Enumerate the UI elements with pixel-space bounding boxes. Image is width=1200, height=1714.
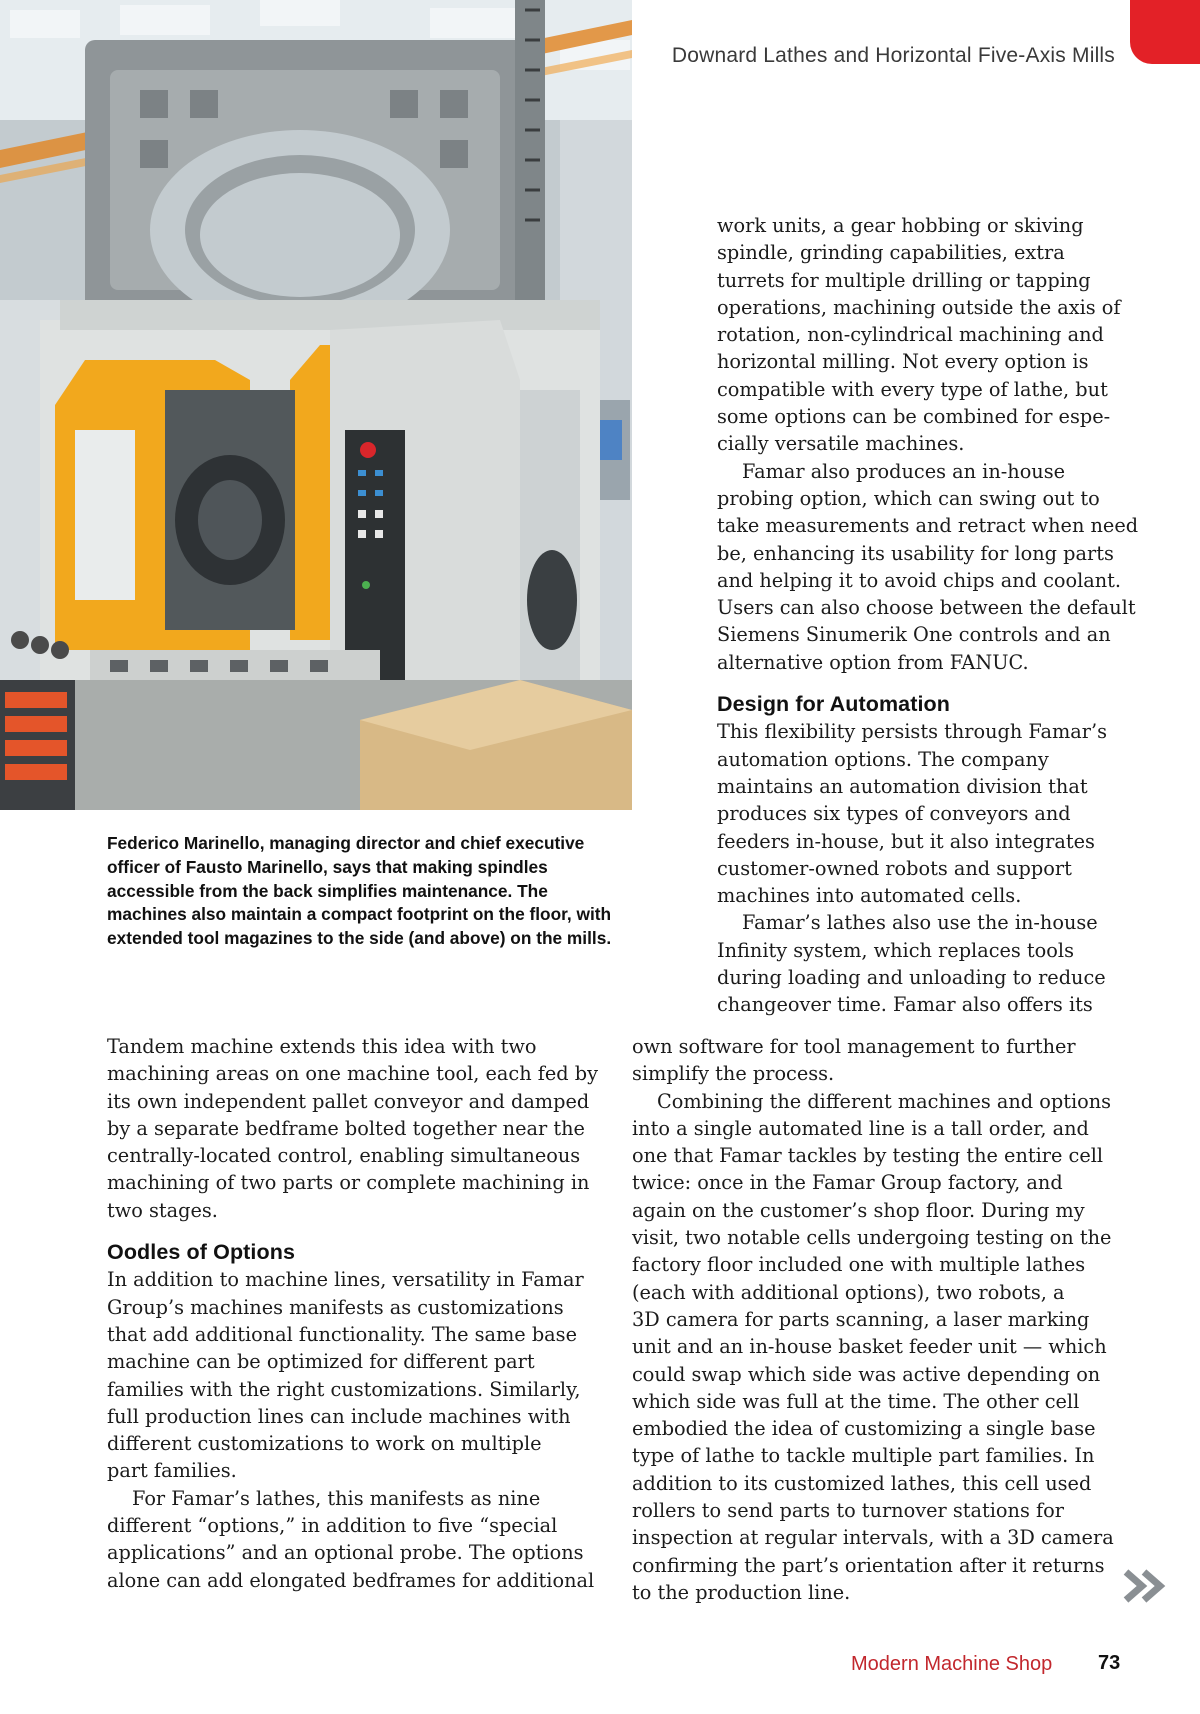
text-line: twice: once in the Famar Group factory, and xyxy=(632,1171,1063,1195)
text-line: own software for tool management to further xyxy=(632,1035,1076,1058)
text-line: applications” and an optional probe. The options xyxy=(107,1541,584,1565)
section-heading-automation: Design for Automation xyxy=(717,692,951,717)
text-line: could swap which side was active depending on xyxy=(632,1362,1101,1386)
text-line: machines into automated cells. xyxy=(717,884,1022,908)
text-line: operations, machining outside the axis of xyxy=(717,295,1121,319)
machine-tool-photo xyxy=(0,0,632,810)
text-line: Group’s machines manifests as customizations xyxy=(107,1295,564,1319)
text-line: alternative option from FANUC. xyxy=(717,650,1029,674)
page-number: 73 xyxy=(1098,1652,1121,1674)
text-line: produces six types of conveyors and xyxy=(717,802,1071,826)
right-column-bottom xyxy=(632,1033,1114,1606)
text-line: simplify the process. xyxy=(632,1062,835,1086)
running-title: Downard Lathes and Horizontal Five-Axis Mills xyxy=(671,44,1115,67)
photo-caption xyxy=(107,832,627,951)
section-heading-options: Oodles of Options xyxy=(107,1240,296,1265)
text-line: again on the customer’s shop floor. During my xyxy=(632,1198,1085,1222)
text-line: Infinity system, which replaces tools xyxy=(717,938,1074,962)
text-line: take measurements and retract when need xyxy=(717,514,1139,538)
text-line: Users can also choose between the default xyxy=(717,596,1136,620)
text-line: For Famar’s lathes, this manifests as nine xyxy=(132,1486,541,1510)
text-line: to the production line. xyxy=(632,1580,851,1604)
text-line: probing option, which can swing out to xyxy=(717,486,1100,510)
text-line: its own independent pallet conveyor and damped xyxy=(107,1089,590,1113)
text-line: Tandem machine extends this idea with two xyxy=(107,1035,537,1058)
text-line: (each with additional options), two robots, a xyxy=(632,1280,1065,1304)
text-line: maintains an automation division that xyxy=(717,774,1088,798)
text-line: families with the right customizations. Similarly, xyxy=(107,1377,581,1401)
text-line: compatible with every type of lathe, but xyxy=(717,377,1108,401)
text-line: 3D camera for parts scanning, a laser marking xyxy=(632,1307,1090,1331)
double-chevron-right-icon[interactable] xyxy=(1122,1568,1168,1604)
text-line: customer-owned robots and support xyxy=(717,856,1072,880)
text-line: one that Famar tackles by testing the entire cell xyxy=(632,1144,1104,1168)
caption-line: Federico Marinello, managing director and chief executive xyxy=(107,833,585,853)
text-line: Combining the different machines and options xyxy=(657,1089,1112,1113)
text-line: into a single automated line is a tall order, and xyxy=(632,1116,1089,1140)
text-line: type of lathe to tackle multiple part families. In xyxy=(632,1444,1095,1468)
text-line: inspection at regular intervals, with a 3D camera xyxy=(632,1526,1114,1550)
text-line: during loading and unloading to reduce xyxy=(717,966,1106,990)
text-line: by a separate bedframe bolted together near the xyxy=(107,1116,585,1140)
text-line: different customizations to work on multiple xyxy=(107,1432,542,1456)
text-line: factory floor included one with multiple lathes xyxy=(632,1253,1086,1277)
text-line: machine can be optimized for different part xyxy=(107,1350,535,1374)
text-line: rotation, non-cylindrical machining and xyxy=(717,323,1104,347)
text-line: horizontal milling. Not every option is xyxy=(717,350,1089,374)
text-line: This flexibility persists through Famar’s xyxy=(717,720,1107,744)
text-line: embodied the idea of customizing a single base xyxy=(632,1417,1096,1441)
text-line: Famar also produces an in-house xyxy=(742,459,1066,483)
text-line: automation options. The company xyxy=(717,747,1049,771)
text-line: which side was full at the time. The other cell xyxy=(632,1389,1080,1413)
text-line: centrally-located control, enabling simultaneous xyxy=(107,1144,581,1168)
text-line: machining of two parts or complete machining in xyxy=(107,1171,590,1195)
text-line: turrets for multiple drilling or tapping xyxy=(717,268,1091,292)
left-column-bottom xyxy=(107,1033,598,1594)
text-line: different “options,” in addition to five “special xyxy=(107,1514,558,1538)
text-line: feeders in-house, but it also integrates xyxy=(717,829,1095,853)
text-line: full production lines can include machines with xyxy=(107,1404,571,1428)
text-line: addition to its customized lathes, this cell used xyxy=(632,1471,1092,1495)
text-line: visit, two notable cells undergoing testing on the xyxy=(632,1226,1112,1250)
caption-line: extended tool magazines to the side (and above) on the mills. xyxy=(107,928,612,949)
caption-line: accessible from the back simplifies maintenance. The xyxy=(107,880,548,901)
right-column-top xyxy=(717,212,1138,1019)
text-line: In addition to machine lines, versatility in Famar xyxy=(107,1268,584,1292)
text-line: spindle, grinding capabilities, extra xyxy=(717,241,1065,265)
text-line: cially versatile machines. xyxy=(717,432,965,456)
text-line: two stages. xyxy=(107,1198,218,1222)
text-line: part families. xyxy=(107,1459,237,1483)
section-tab xyxy=(1130,0,1200,64)
text-line: rollers to send parts to turnover stations for xyxy=(632,1499,1064,1523)
text-line: unit and an in-house basket feeder unit — which xyxy=(632,1335,1107,1359)
text-line: work units, a gear hobbing or skiving xyxy=(717,214,1084,237)
text-line: changeover time. Famar also offers its xyxy=(717,993,1093,1017)
publication-name: Modern Machine Shop xyxy=(851,1653,1053,1675)
caption-line: machines also maintain a compact footprint on the floor, with xyxy=(107,904,612,925)
text-line: that add additional functionality. The same base xyxy=(107,1322,577,1346)
text-line: and helping it to avoid chips and coolant. xyxy=(717,568,1122,592)
text-line: confirming the part’s orientation after it returns xyxy=(632,1553,1105,1577)
text-line: Siemens Sinumerik One controls and an xyxy=(717,623,1111,647)
text-line: alone can add elongated bedframes for additional xyxy=(107,1568,595,1592)
text-line: Famar’s lathes also use the in-house xyxy=(742,911,1098,935)
caption-line: officer of Fausto Marinello, says that making spindles xyxy=(107,856,548,877)
text-line: some options can be combined for espe- xyxy=(717,405,1111,429)
text-line: machining areas on one machine tool, each fed by xyxy=(107,1062,599,1086)
text-line: be, enhancing its usability for long parts xyxy=(717,541,1114,565)
